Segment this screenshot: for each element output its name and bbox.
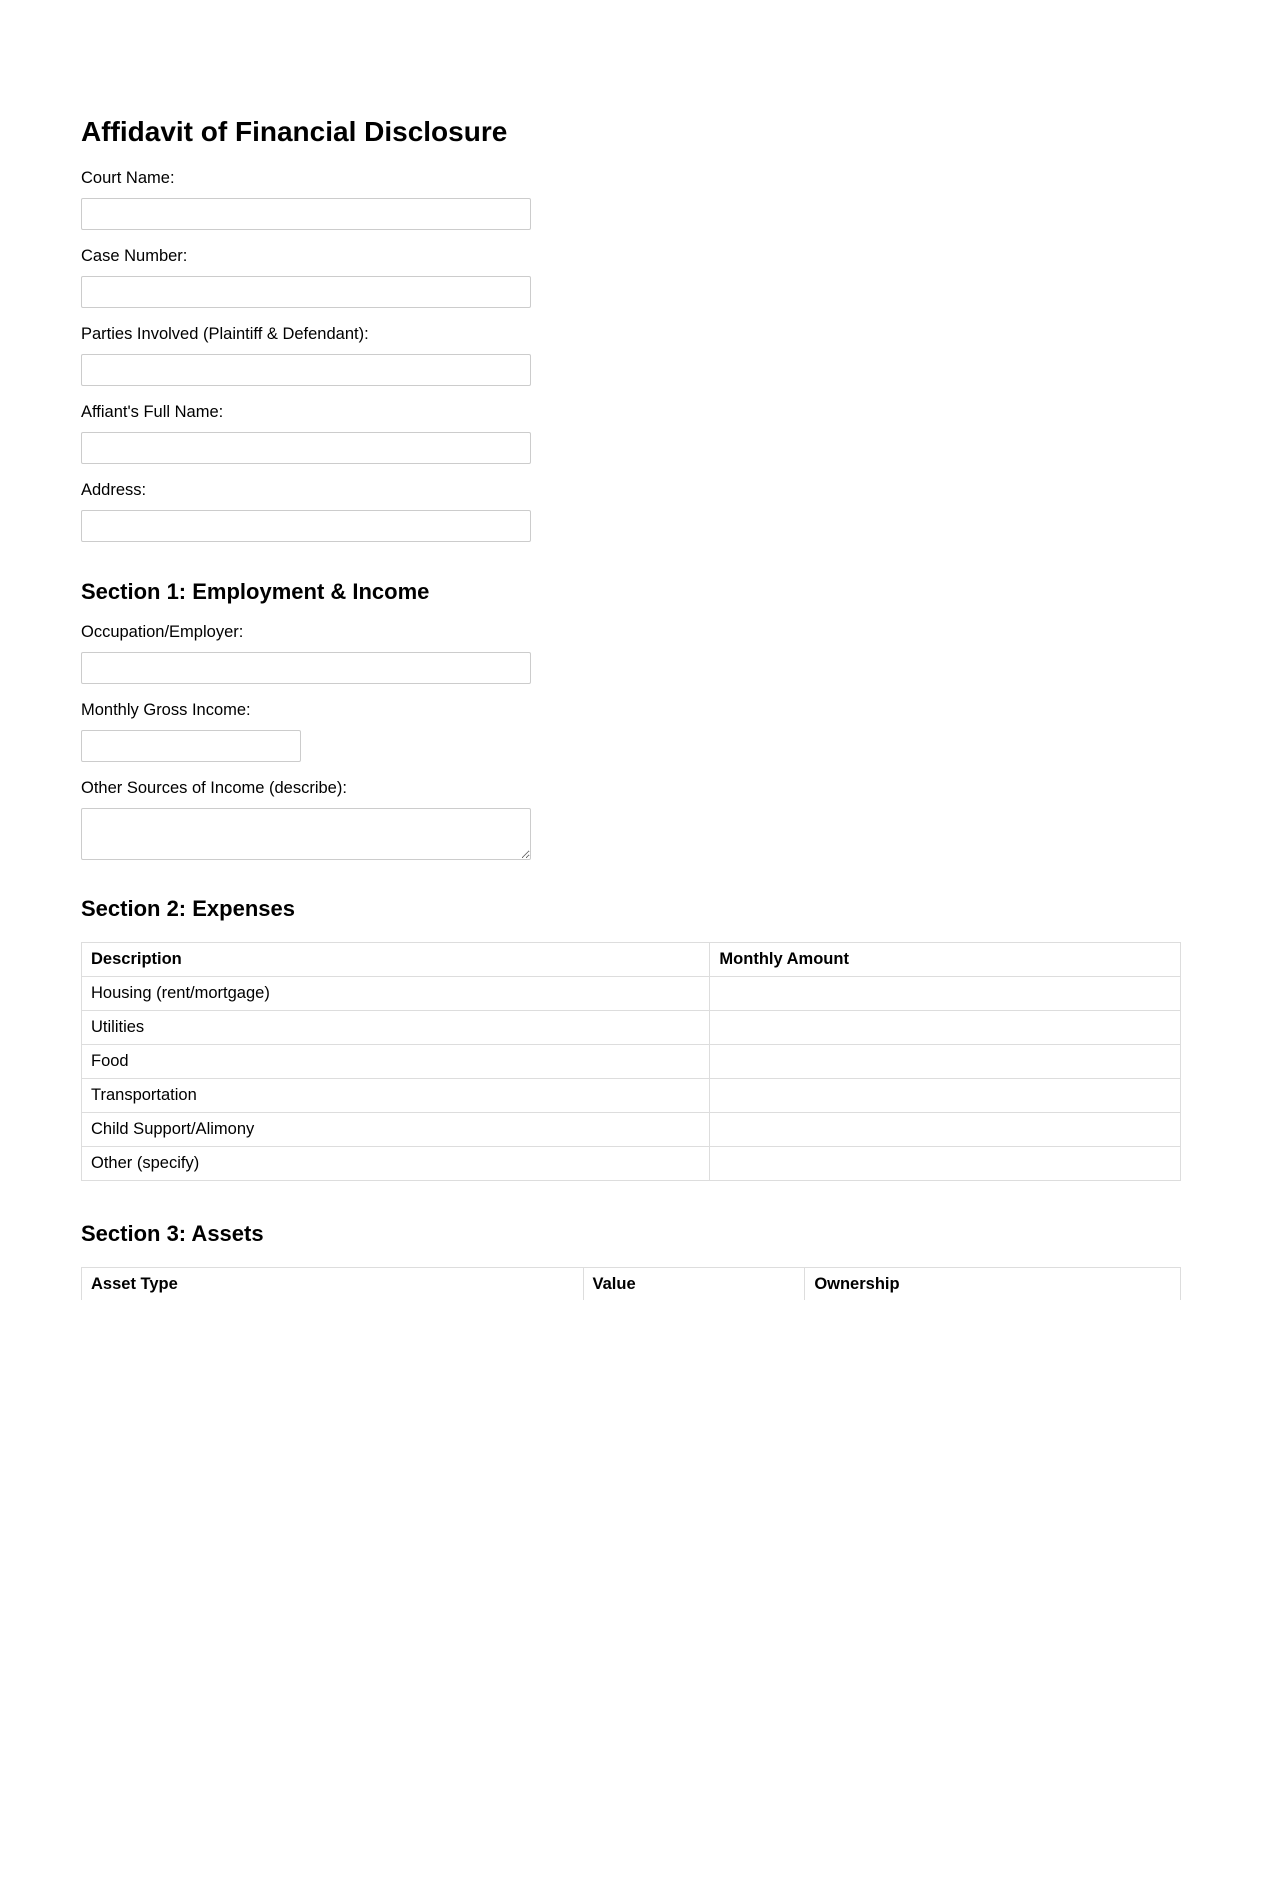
table-header-row <box>82 943 1181 977</box>
monthly-income-input[interactable] <box>81 730 301 762</box>
address-label: Address: <box>81 481 147 499</box>
table-row <box>82 977 1181 1011</box>
expense-description: Food <box>82 1045 710 1079</box>
court-name-input[interactable] <box>81 198 531 230</box>
parties-involved-input[interactable] <box>81 354 531 386</box>
column-header-description: Description <box>82 943 710 977</box>
column-header-ownership: Ownership <box>805 1268 1181 1301</box>
expenses-table <box>81 942 1181 1181</box>
expense-amount-cell[interactable] <box>710 1079 1181 1113</box>
expense-amount-cell[interactable] <box>710 1147 1181 1181</box>
expense-description: Child Support/Alimony <box>82 1113 710 1147</box>
case-number-input[interactable] <box>81 276 531 308</box>
expense-description: Transportation <box>82 1079 710 1113</box>
affiant-name-input[interactable] <box>81 432 531 464</box>
expense-description: Other (specify) <box>82 1147 710 1181</box>
table-header-row <box>82 1268 1181 1301</box>
address-input[interactable] <box>81 510 531 542</box>
section-2-heading: Section 2: Expenses <box>81 896 295 921</box>
expense-amount-cell[interactable] <box>710 1113 1181 1147</box>
expense-description: Utilities <box>82 1011 710 1045</box>
court-name-label: Court Name: <box>81 169 175 187</box>
table-row <box>82 1147 1181 1181</box>
occupation-input[interactable] <box>81 652 531 684</box>
expense-amount-cell[interactable] <box>710 1045 1181 1079</box>
page-title: Affidavit of Financial Disclosure <box>81 116 508 147</box>
case-number-label: Case Number: <box>81 247 188 265</box>
occupation-label: Occupation/Employer: <box>81 623 244 641</box>
expense-description: Housing (rent/mortgage) <box>82 977 710 1011</box>
table-row <box>82 1045 1181 1079</box>
section-3-heading: Section 3: Assets <box>81 1221 264 1246</box>
other-income-textarea[interactable] <box>81 808 531 860</box>
section-1-heading: Section 1: Employment & Income <box>81 579 430 604</box>
table-row <box>82 1079 1181 1113</box>
table-row <box>82 1011 1181 1045</box>
table-row <box>82 1113 1181 1147</box>
assets-table <box>81 1267 1181 1300</box>
expense-amount-cell[interactable] <box>710 977 1181 1011</box>
expense-amount-cell[interactable] <box>710 1011 1181 1045</box>
monthly-income-label: Monthly Gross Income: <box>81 701 251 719</box>
column-header-value: Value <box>583 1268 805 1301</box>
affiant-name-label: Affiant's Full Name: <box>81 403 224 421</box>
parties-involved-label: Parties Involved (Plaintiff & Defendant): <box>81 325 369 343</box>
column-header-asset-type: Asset Type <box>82 1268 584 1301</box>
other-income-label: Other Sources of Income (describe): <box>81 779 347 797</box>
column-header-monthly-amount: Monthly Amount <box>710 943 1181 977</box>
